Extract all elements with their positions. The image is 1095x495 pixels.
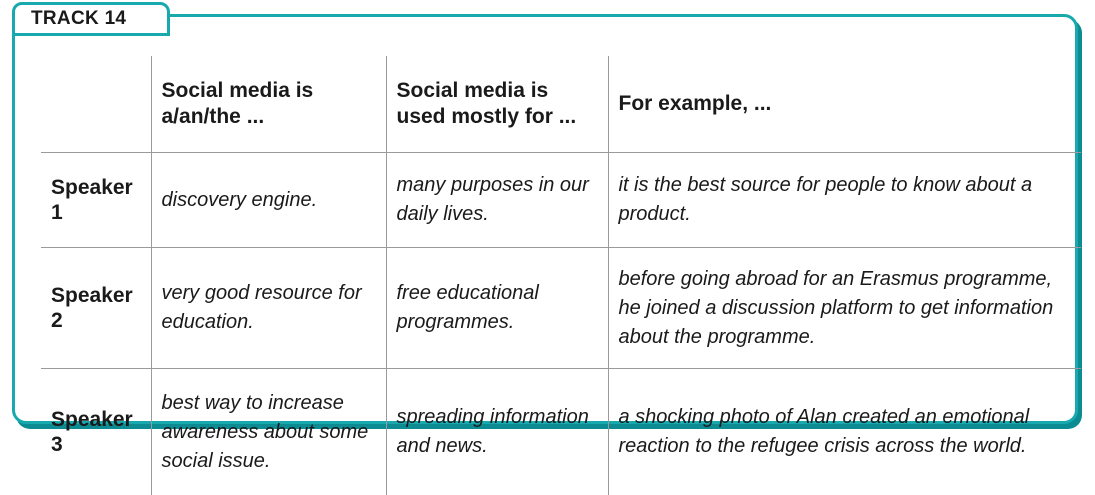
answer-speaker-1-example: it is the best source for people to know about a product. (608, 153, 1081, 248)
answer-speaker-2-definition: very good resource for education. (151, 248, 386, 369)
row-label-speaker-3: Speaker 3 (41, 369, 151, 495)
column-header-blank (41, 56, 151, 153)
track-tab-label: TRACK 14 (31, 8, 126, 30)
track-tab (12, 2, 170, 36)
table-row (41, 248, 1081, 369)
answer-speaker-1-usage: many purposes in our daily lives. (386, 153, 608, 248)
table-row (41, 369, 1081, 495)
answer-key-frame (12, 14, 1078, 424)
table-row (41, 153, 1081, 248)
answer-speaker-2-usage: free educational programmes. (386, 248, 608, 369)
column-header-definition: Social media is a/an/the ... (151, 56, 386, 153)
answer-speaker-3-usage: spreading information and news. (386, 369, 608, 495)
answers-table (41, 56, 1081, 495)
answer-speaker-3-definition: best way to increase awareness about some social issue. (151, 369, 386, 495)
column-header-usage: Social media is used mostly for ... (386, 56, 608, 153)
row-label-speaker-2: Speaker 2 (41, 248, 151, 369)
answers-table-container (41, 56, 1081, 495)
column-header-example: For example, ... (608, 56, 1081, 153)
table-header-row (41, 56, 1081, 153)
answer-speaker-3-example: a shocking photo of Alan created an emotional reaction to the refugee crisis across the world. (608, 369, 1081, 495)
answer-speaker-1-definition: discovery engine. (151, 153, 386, 248)
row-label-speaker-1: Speaker 1 (41, 153, 151, 248)
answer-speaker-2-example: before going abroad for an Erasmus programme, he joined a discussion platform to get information about the programme. (608, 248, 1081, 369)
